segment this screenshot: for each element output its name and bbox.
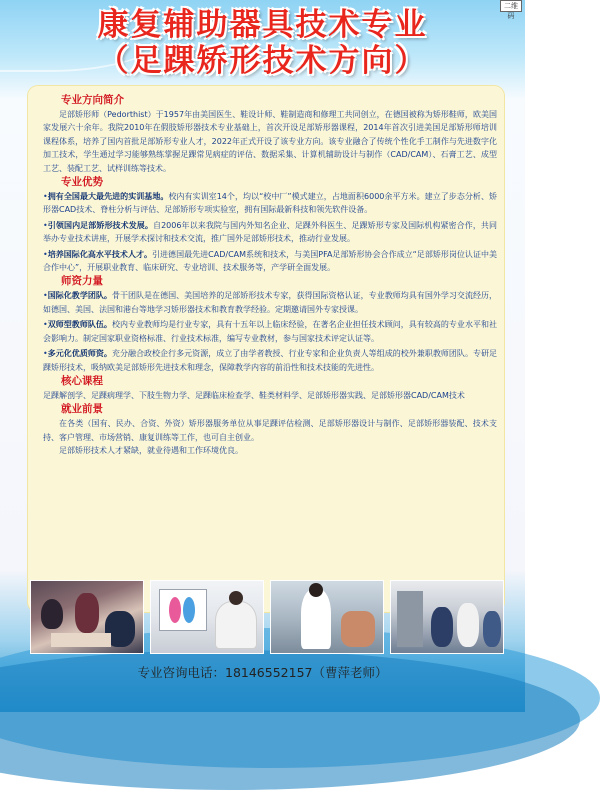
contact-phone: 专业咨询电话：18146552157（曹萍老师）	[137, 665, 388, 680]
advantage-item: •引领国内足部矫形技术发展。自2006年以来我院与国内外知名企业、足踝外科医生、足踝矫形专家及国际机构紧密合作，共同举办专业技术讲座，开展学术探讨和技术交流，推广国外足部矫形技术，推动行业发展。	[43, 220, 498, 244]
advantage-item-lead: 引领国内足部矫形技术发展。	[47, 220, 153, 230]
intro-paragraph: 足部矫形师（Pedorthist）于1957年由美国医生、鞋设计师、鞋制造商和修理工共同创立，在德国被称为矫形鞋师，欧美国家发展六十余年。我院2010年在假肢矫形器技术专业基础上，首次开设足部矫形器课程，2014年首次引进美国足部矫形师培训课程体系，培养了国内首批足部矫形专业人才，2022年正式开设了该专业方向。该专业融合了传统个性化手工制作与先进数字化加工技术，学生通过学习能够熟练掌握足踝常见病症的评估、数据采集、计算机辅助设计与制作（CAD/CAM）、石膏工艺、成型工艺、装配工艺、试样训练等技术。	[43, 110, 497, 173]
courses-paragraph: 足踝解剖学、足踝病理学、下肢生物力学、足踝临床检查学、鞋类材料学、足部矫形器实践、足部矫形器CAD/CAM技术	[43, 390, 465, 400]
section-heading-courses: 核心课程	[61, 374, 103, 387]
faculty-item-lead: 双师型教师队伍。	[47, 320, 112, 330]
lab-screen-photo	[150, 580, 264, 654]
section-heading-intro: 专业方向简介	[61, 94, 124, 106]
advantage-item-text: 引进德国最先进CAD/CAM系统和技术，与美国PFA足部矫形协会合作成立“足部矫形岗位认证中美合作中心”，开展职业教育、临床研究、专业培训、技术服务等，产学研全面发展。	[43, 249, 497, 273]
faculty-item-text: 充分融合政校企行多元资源，成立了由学者教授、行业专家和企业负责人等组成的校外兼职教师团队。专研足踝矫形技术，吸纳欧美足部矫形先进技术和理念，保障教学内容的前沿性和技术技能的先进性。	[43, 349, 498, 372]
faculty-item: •双师型教师队伍。校内专业教师均是行业专家，具有十五年以上临床经验，在著名企业担任技术顾问，具有较高的专业水平和社会影响力。制定国家职业资格标准、行业技术标准，编写专业教材，参与国家技术评定认证等。	[43, 320, 498, 343]
poster-title-line1: 康复辅助器具技术专业	[97, 7, 428, 43]
photo-strip	[30, 580, 500, 652]
section-heading-career: 就业前景	[61, 403, 103, 416]
career-paragraph: 在各类（国有、民办、合资、外资）矫形器服务单位从事足踝评估检测、足部矫形器设计与制作、足部矫形器装配、技术支持、客户管理、市场营销、康复训练等工作，也可自主创业。	[43, 419, 497, 442]
advantage-item-lead: 拥有全国最大最先进的实训基地。	[47, 192, 169, 202]
classroom-photo	[30, 580, 144, 654]
faculty-item: •多元化优质师资。充分融合政校企行多元资源，成立了由学者教授、行业专家和企业负责人等组成的校外兼职教师团队。专研足踝矫形技术，吸纳欧美足部矫形先进技术和理念，保障教学内容的前沿性和技术技能的先进性。	[43, 349, 498, 372]
advantage-item-text: 校内有实训室14个，均以“校中厂”模式建立，占地面积6000余平方米。建立了步态分析、矫形器CAD技术、脊柱分析与评估、足部矫形专项实验室，拥有国际最新科技和领先软件设备。	[43, 192, 498, 215]
advantage-item: •培养国际化高水平技术人才。引进德国最先进CAD/CAM系统和技术，与美国PFA足部矫形协会合作成立“足部矫形岗位认证中美合作中心”，开展职业教育、临床研究、专业培训、技术服务等，产学研全面发展。	[43, 249, 497, 273]
career-note: 足部矫形技术人才紧缺，就业待遇和工作环境优良。	[59, 446, 243, 456]
faculty-item: •国际化教学团队。骨干团队是在德国、美国培养的足部矫形技术专家，获得国际资格认证，专业教师均具有国外学习交流经历，如德国、美国、法国和港台等地学习矫形器技术和教育教学经验。定期邀请国外专家授课。	[43, 291, 498, 314]
faculty-item-lead: 多元化优质师资。	[47, 349, 112, 359]
section-heading-faculty: 师资力量	[61, 275, 103, 288]
qr-code-icon[interactable]: 二维码	[500, 0, 522, 12]
advantage-item-text: 自2006年以来我院与国内外知名企业、足踝外科医生、足踝矫形专家及国际机构紧密合作，共同举办专业技术讲座，开展学术探讨和技术交流，推广国外足部矫形技术，推动行业发展。	[43, 220, 498, 244]
clinic-photo	[270, 580, 384, 654]
faculty-item-text: 骨干团队是在德国、美国培养的足部矫形技术专家，获得国际资格认证，专业教师均具有国外学习交流经历，如德国、美国、法国和港台等地学习矫形器技术和教育教学经验。定期邀请国外专家授课。	[43, 291, 498, 314]
section-heading-advantage: 专业优势	[61, 176, 103, 189]
faculty-item-text: 校内专业教师均是行业专家，具有十五年以上临床经验，在著名企业担任技术顾问，具有较高的专业水平和社会影响力。制定国家职业资格标准、行业技术标准，编写专业教材，参与国家技术评定认证等。	[43, 320, 498, 343]
content-body	[43, 93, 497, 458]
poster-title-line2: （足踝矫形技术方向）	[97, 43, 428, 79]
faculty-item-lead: 国际化教学团队。	[47, 291, 112, 301]
advantage-item-lead: 培养国际化高水平技术人才。	[47, 249, 153, 259]
advantage-item: •拥有全国最大最先进的实训基地。校内有实训室14个，均以“校中厂”模式建立，占地面积6000余平方米。建立了步态分析、矫形器CAD技术、脊柱分析与评估、足部矫形专项实验室，拥有国际最新科技和领先软件设备。	[43, 192, 498, 215]
workshop-photo	[390, 580, 504, 654]
